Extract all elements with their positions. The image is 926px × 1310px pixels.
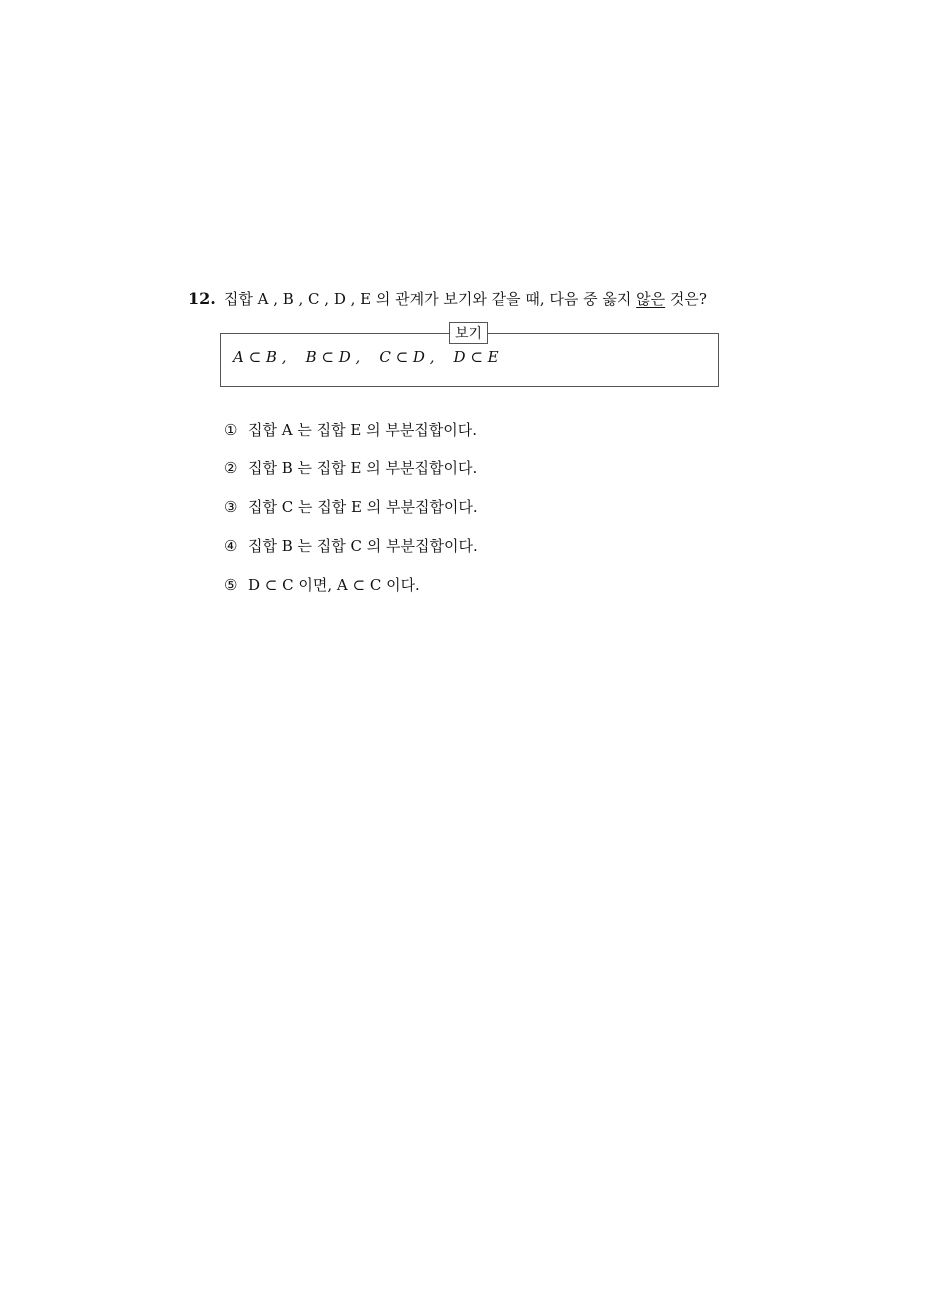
choice-4[interactable]	[224, 535, 478, 557]
example-box-label: 보기	[449, 322, 488, 344]
choice-text: D ⊂ C 이면, A ⊂ C 이다.	[248, 576, 420, 594]
question-text: 집합 A , B , C , D , E 의 관계가 보기와 같을 때, 다음 중 옳지	[223, 290, 637, 308]
choice-marker: ④	[224, 537, 238, 555]
question-underlined-word: 않은	[636, 290, 666, 308]
question-stem	[188, 288, 788, 310]
choice-3[interactable]	[224, 496, 478, 518]
example-box	[220, 326, 719, 387]
choice-2[interactable]	[224, 457, 477, 479]
choice-5[interactable]	[224, 574, 420, 596]
choice-marker: ②	[224, 459, 238, 477]
choice-marker: ③	[224, 498, 238, 516]
question-number: 12.	[188, 289, 216, 308]
question-text-end: 것은?	[665, 290, 707, 308]
choice-1[interactable]	[224, 419, 477, 441]
choice-marker: ①	[224, 421, 238, 439]
choice-text: 집합 C 는 집합 E 의 부분집합이다.	[248, 498, 478, 516]
choice-text: 집합 B 는 집합 C 의 부분집합이다.	[248, 537, 478, 555]
choice-marker: ⑤	[224, 576, 238, 594]
choice-text: 집합 A 는 집합 E 의 부분집합이다.	[248, 421, 478, 439]
example-box-content: A ⊂ B , B ⊂ D , C ⊂ D , D ⊂ E	[233, 348, 499, 366]
choice-text: 집합 B 는 집합 E 의 부분집합이다.	[248, 459, 478, 477]
